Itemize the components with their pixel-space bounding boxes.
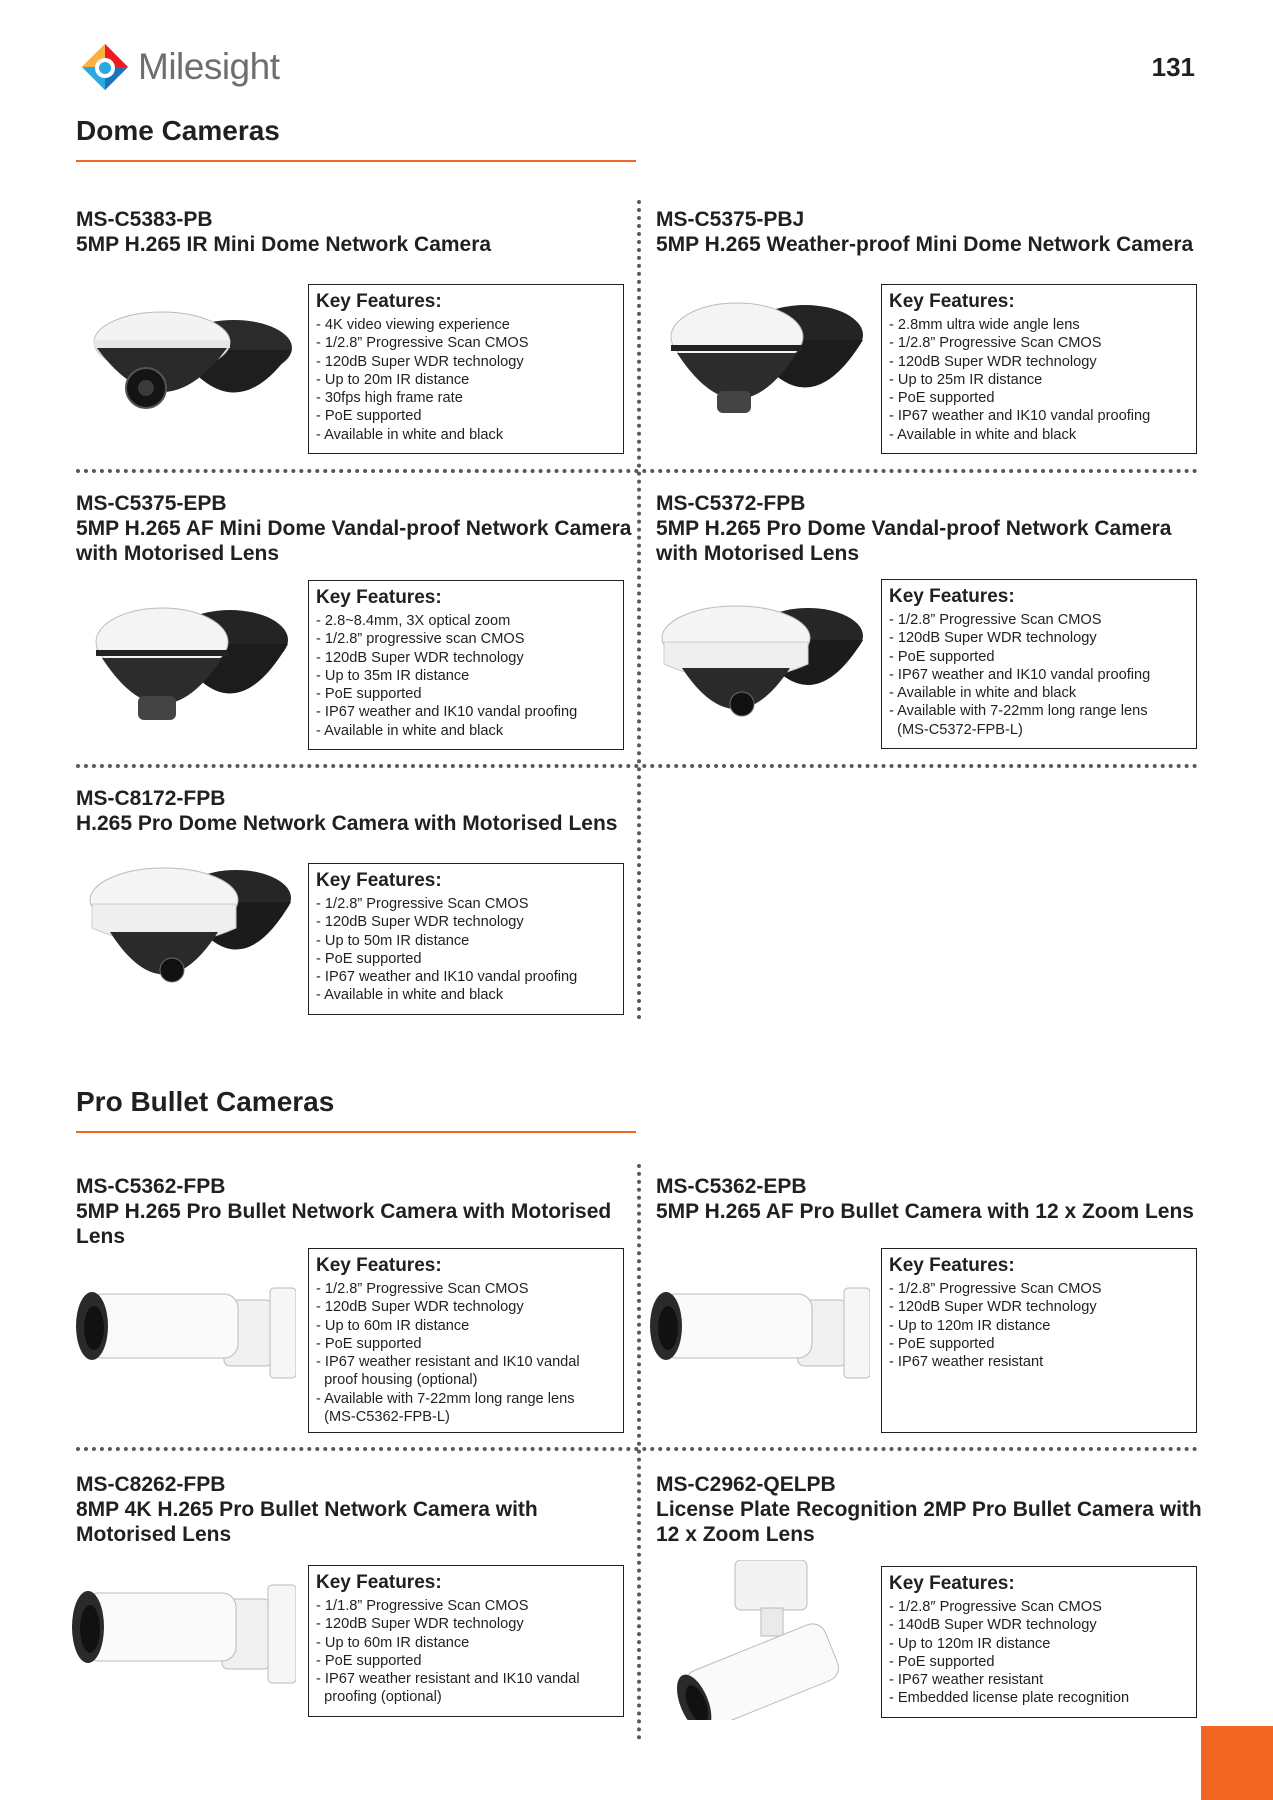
feature-item: - Up to 25m IR distance	[889, 371, 1043, 388]
key-features-box	[881, 579, 1197, 749]
key-features-title: Key Features:	[889, 1255, 1015, 1276]
key-features-box	[308, 1248, 624, 1433]
feature-item: - Available in white and black	[316, 426, 504, 443]
key-features-title: Key Features:	[889, 586, 1015, 607]
feature-item: - Embedded license plate recognition	[889, 1690, 1130, 1707]
feature-item: - 1/1.8” Progressive Scan CMOS	[316, 1598, 529, 1614]
feature-item: - Available with 7-22mm long range lens	[889, 703, 1148, 720]
product-heading	[656, 491, 1216, 566]
feature-item: - Up to 120m IR distance	[889, 1635, 1051, 1652]
feature-item: - 1/2.8″ Progressive Scan CMOS	[889, 1599, 1102, 1615]
product-model: MS-C5383-PB	[76, 208, 213, 231]
feature-item: proofing (optional)	[316, 1689, 442, 1706]
horizontal-divider	[76, 469, 1198, 473]
key-features-box	[308, 580, 624, 750]
key-features-box	[881, 1248, 1197, 1433]
feature-item: - PoE supported	[889, 390, 995, 407]
milesight-logo-icon	[78, 42, 132, 94]
dome-camera-image	[665, 295, 865, 435]
key-features-box	[308, 863, 624, 1015]
feature-item: - 120dB Super WDR technology	[889, 353, 1097, 370]
feature-item: - PoE supported	[316, 408, 422, 425]
feature-item: - 1/2.8” Progressive Scan CMOS	[316, 1281, 529, 1297]
feature-item: - 120dB Super WDR technology	[889, 630, 1097, 647]
product-model: MS-C8172-FPB	[76, 787, 226, 810]
feature-item: - Available with 7-22mm long range lens	[316, 1390, 575, 1407]
product-description: 5MP H.265 Pro Bullet Network Camera with Motorised Lens	[76, 1200, 612, 1248]
milesight-logo	[78, 42, 278, 98]
product-heading	[76, 786, 636, 836]
feature-item: - 1/2.8” Progressive Scan CMOS	[316, 896, 529, 912]
key-features-box	[881, 1566, 1197, 1718]
product-heading	[656, 1472, 1216, 1547]
feature-item: - 2.8mm ultra wide angle lens	[889, 317, 1080, 333]
feature-item: - Up to 120m IR distance	[889, 1317, 1051, 1334]
feature-item: - PoE supported	[316, 686, 422, 703]
key-features-title: Key Features:	[316, 870, 442, 891]
section-title-bullet: Pro Bullet Cameras	[76, 1086, 335, 1117]
section-rule	[76, 160, 636, 162]
key-features-box	[881, 284, 1197, 454]
feature-item: - PoE supported	[316, 950, 422, 967]
key-features-box	[308, 284, 624, 454]
feature-item: - Up to 60m IR distance	[316, 1317, 470, 1334]
feature-item: (MS-C5372-FPB-L)	[889, 721, 1023, 738]
product-model: MS-C5375-PBJ	[656, 208, 805, 231]
feature-item: - 120dB Super WDR technology	[316, 914, 524, 931]
key-features-box	[308, 1565, 624, 1717]
feature-item: - PoE supported	[889, 1335, 995, 1352]
horizontal-divider	[76, 1447, 1198, 1451]
product-model: MS-C5375-EPB	[76, 492, 227, 515]
product-description: 5MP H.265 AF Mini Dome Vandal-proof Network Camera with Motorised Lens	[76, 517, 632, 565]
vertical-divider	[637, 200, 641, 1020]
product-model: MS-C5362-EPB	[656, 1175, 807, 1198]
product-description: 5MP H.265 Pro Dome Vandal-proof Network Camera with Motorised Lens	[656, 517, 1172, 565]
feature-item: - IP67 weather resistant	[889, 1354, 1044, 1371]
key-features-title: Key Features:	[889, 291, 1015, 312]
product-heading	[656, 207, 1216, 257]
feature-item: proof housing (optional)	[316, 1372, 478, 1389]
feature-item: - 1/2.8” Progressive Scan CMOS	[889, 1281, 1102, 1297]
feature-item: - 1/2.8” Progressive Scan CMOS	[889, 335, 1102, 352]
product-description: 5MP H.265 AF Pro Bullet Camera with 12 x Zoom Lens	[656, 1200, 1194, 1223]
feature-item: - IP67 weather and IK10 vandal proofing	[316, 704, 578, 721]
feature-item: - IP67 weather resistant	[889, 1672, 1044, 1689]
feature-item: - 120dB Super WDR technology	[889, 1299, 1097, 1316]
bullet-camera-image	[648, 1278, 870, 1390]
feature-item: - Up to 35m IR distance	[316, 667, 470, 684]
product-heading	[76, 491, 636, 566]
product-model: MS-C8262-FPB	[76, 1473, 226, 1496]
page-number: 131	[1151, 52, 1195, 82]
bullet-camera-image	[74, 1278, 296, 1390]
key-features-title: Key Features:	[316, 587, 442, 608]
feature-item: (MS-C5362-FPB-L)	[316, 1409, 450, 1426]
key-features-title: Key Features:	[316, 291, 442, 312]
feature-item: - PoE supported	[889, 1653, 995, 1670]
product-model: MS-C5362-FPB	[76, 1175, 226, 1198]
section-title-dome: Dome Cameras	[76, 115, 280, 146]
product-model: MS-C2962-QELPB	[656, 1473, 836, 1496]
feature-item: - PoE supported	[316, 1652, 422, 1669]
feature-item: - IP67 weather resistant and IK10 vandal	[316, 1354, 580, 1371]
dome-camera-image	[658, 600, 863, 735]
product-heading	[76, 1472, 631, 1547]
feature-item: - 1/2.8” progressive scan CMOS	[316, 631, 525, 648]
feature-item: - PoE supported	[889, 648, 995, 665]
corner-accent-block	[1201, 1726, 1273, 1800]
feature-item: - 1/2.8” Progressive Scan CMOS	[316, 335, 529, 352]
product-heading	[76, 1174, 631, 1249]
feature-item: - 120dB Super WDR technology	[316, 1299, 524, 1316]
product-heading	[76, 207, 636, 257]
feature-item: - IP67 weather and IK10 vandal proofing	[889, 408, 1151, 425]
product-heading	[656, 1174, 1216, 1224]
feature-item: - IP67 weather and IK10 vandal proofing	[889, 666, 1151, 683]
product-model: MS-C5372-FPB	[656, 492, 806, 515]
feature-item: - Available in white and black	[889, 426, 1077, 443]
feature-item: - 120dB Super WDR technology	[316, 649, 524, 666]
key-features-title: Key Features:	[316, 1255, 442, 1276]
feature-item: - Available in white and black	[316, 722, 504, 739]
product-description: 5MP H.265 Weather-proof Mini Dome Network Camera	[656, 233, 1194, 256]
dome-camera-image	[84, 300, 294, 430]
dome-camera-image	[86, 862, 291, 1002]
bullet-camera-image	[665, 1560, 865, 1720]
feature-item: - 4K video viewing experience	[316, 317, 510, 333]
feature-item: - Available in white and black	[316, 987, 504, 1004]
key-features-title: Key Features:	[316, 1572, 442, 1593]
feature-item: - Up to 20m IR distance	[316, 371, 470, 388]
feature-item: - 30fps high frame rate	[316, 390, 463, 407]
feature-item: - 120dB Super WDR technology	[316, 1616, 524, 1633]
section-rule	[76, 1131, 636, 1133]
product-description: H.265 Pro Dome Network Camera with Motorised Lens	[76, 812, 618, 835]
feature-item: - 1/2.8” Progressive Scan CMOS	[889, 612, 1102, 628]
dome-camera-image	[90, 598, 290, 743]
vertical-divider	[637, 1164, 641, 1740]
horizontal-divider	[76, 764, 1198, 768]
feature-item: - Up to 50m IR distance	[316, 932, 470, 949]
product-description: License Plate Recognition 2MP Pro Bullet Camera with 12 x Zoom Lens	[656, 1498, 1202, 1546]
feature-item: - Up to 60m IR distance	[316, 1634, 470, 1651]
feature-item: - Available in white and black	[889, 685, 1077, 702]
feature-item: - 2.8~8.4mm, 3X optical zoom	[316, 613, 511, 629]
product-description: 8MP 4K H.265 Pro Bullet Network Camera with Motorised Lens	[76, 1498, 538, 1546]
key-features-title: Key Features:	[889, 1573, 1015, 1594]
feature-item: - PoE supported	[316, 1335, 422, 1352]
product-description: 5MP H.265 IR Mini Dome Network Camera	[76, 233, 492, 256]
bullet-camera-image	[70, 1575, 296, 1695]
feature-item: - 120dB Super WDR technology	[316, 353, 524, 370]
feature-item: - 140dB Super WDR technology	[889, 1617, 1097, 1634]
brand-name: Milesight	[138, 46, 280, 87]
feature-item: - IP67 weather resistant and IK10 vandal	[316, 1671, 580, 1688]
feature-item: - IP67 weather and IK10 vandal proofing	[316, 969, 578, 986]
